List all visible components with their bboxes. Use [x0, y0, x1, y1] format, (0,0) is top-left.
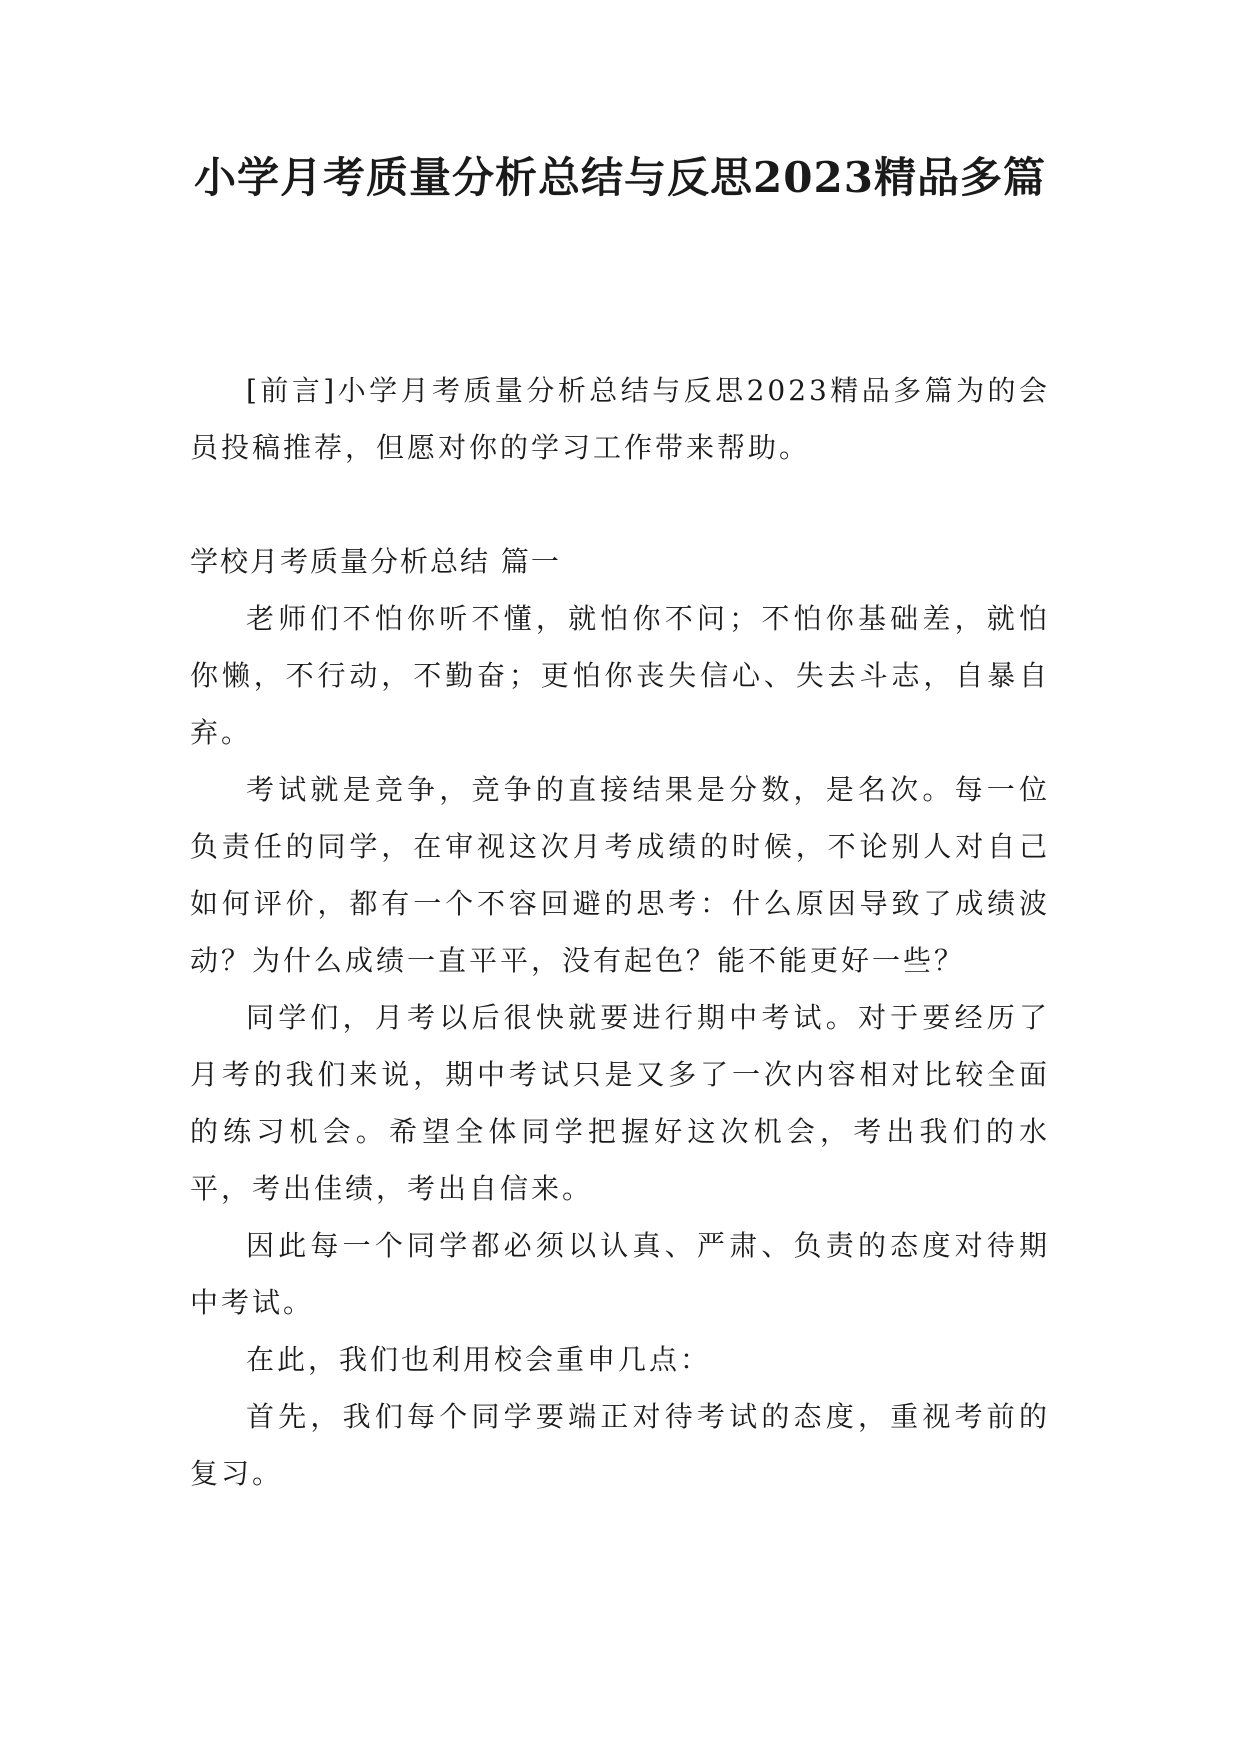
- body-paragraph: 因此每一个同学都必须以认真、严肃、负责的态度对待期中考试。: [190, 1229, 1050, 1319]
- body-paragraph: 在此，我们也利用校会重申几点：: [246, 1343, 712, 1376]
- document-title: 小学月考质量分析总结与反思2023精品多篇: [194, 153, 1046, 202]
- body-paragraph: 考试就是竞争，竞争的直接结果是分数，是名次。每一位负责任的同学，在审视这次月考成绩的时候，不论别人对自己如何评价，都有一个不容回避的思考：什么原因导致了成绩波动？为什么成绩一直平平，没有起色？能不能更好一些？: [190, 773, 1050, 977]
- section-heading: 学校月考质量分析总结 篇一: [190, 545, 561, 578]
- document-body: [190, 362, 1050, 1502]
- body-paragraph: 首先，我们每个同学要端正对待考试的态度，重视考前的复习。: [190, 1400, 1050, 1490]
- body-paragraph: 老师们不怕你听不懂，就怕你不问；不怕你基础差，就怕你懒，不行动，不勤奋；更怕你丧失信心、失去斗志，自暴自弃。: [190, 602, 1050, 749]
- body-paragraph: 同学们，月考以后很快就要进行期中考试。对于要经历了月考的我们来说，期中考试只是又多了一次内容相对比较全面的练习机会。希望全体同学把握好这次机会，考出我们的水平，考出佳绩，考出自信来。: [190, 1001, 1050, 1205]
- preface-paragraph: [前言]小学月考质量分析总结与反思2023精品多篇为的会员投稿推荐，但愿对你的学习工作带来帮助。: [190, 374, 1050, 464]
